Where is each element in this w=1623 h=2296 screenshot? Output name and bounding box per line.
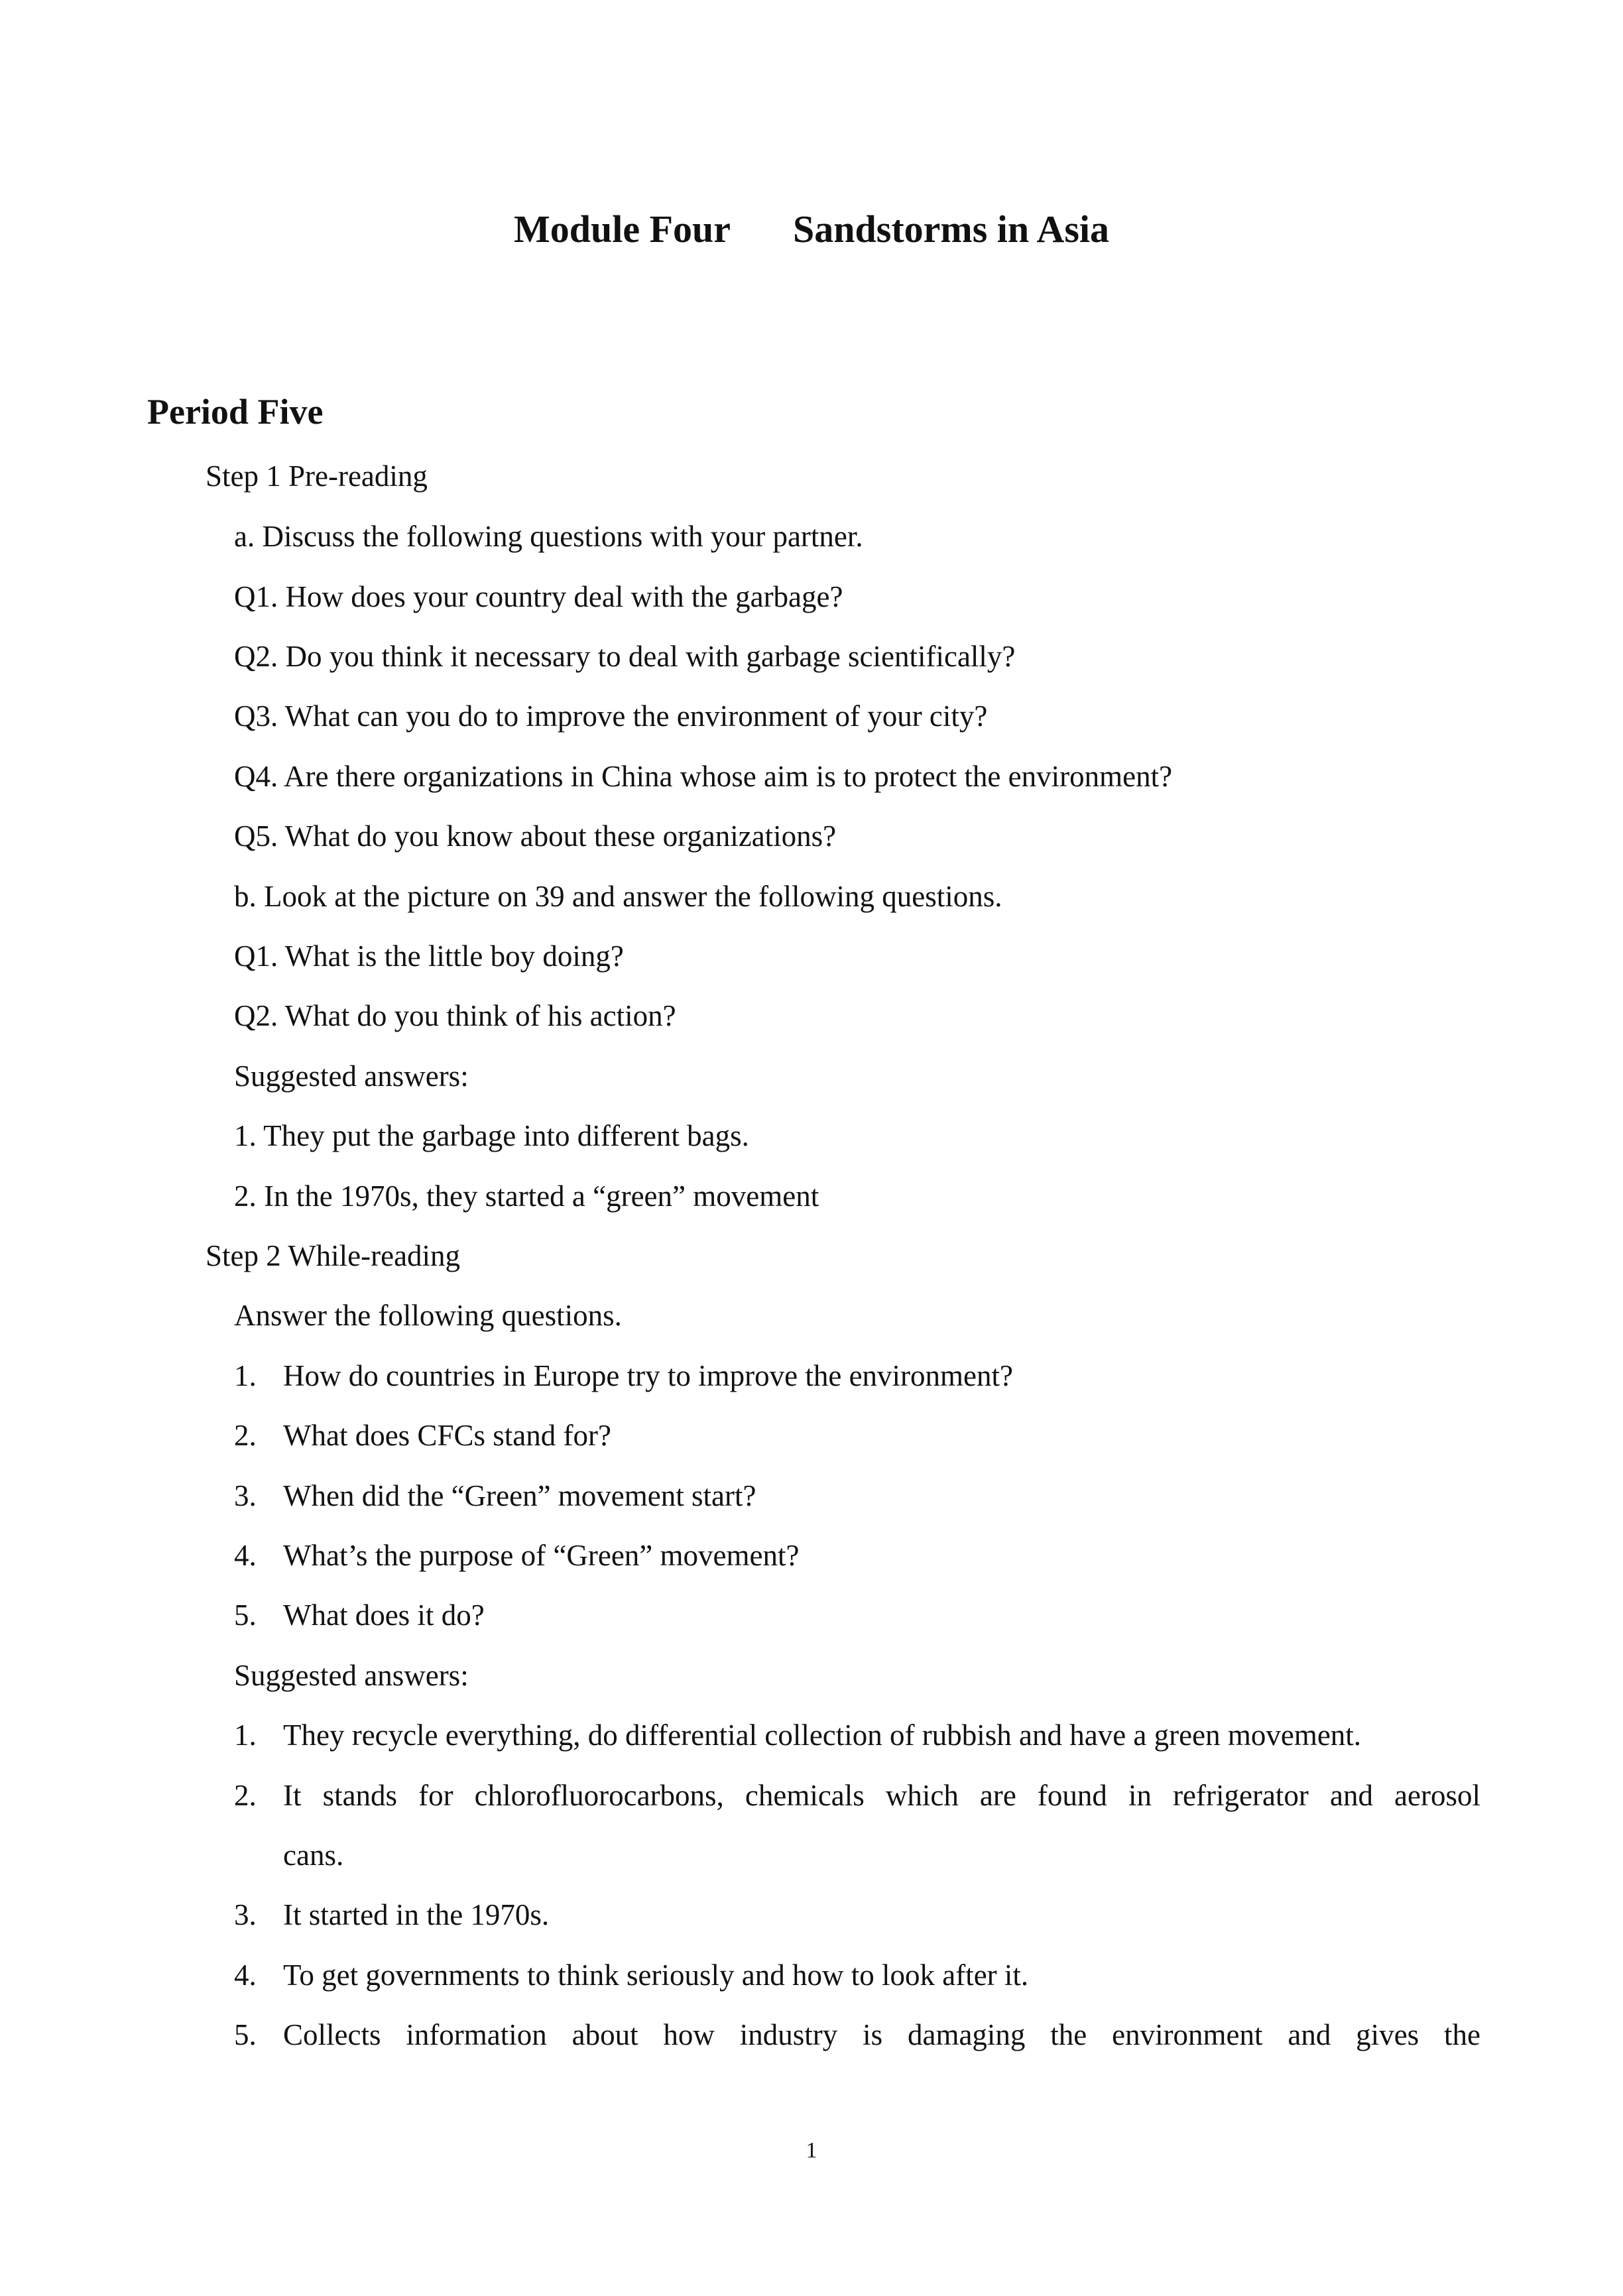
step2-answer-3-number: 3.	[234, 1898, 257, 1931]
step2-question-4: What’s the purpose of “Green” movement?	[283, 1539, 800, 1572]
step2-question-2: What does CFCs stand for?	[283, 1419, 611, 1452]
page-title	[0, 203, 1623, 256]
step1-question-a5: Q5. What do you know about these organizations?	[234, 819, 837, 853]
step2-answer-5: Collects information about how industry is damaging the environment and gives the	[283, 2018, 1480, 2051]
step1-question-a3: Q3. What can you do to improve the environment of your city?	[234, 699, 988, 733]
step2-question-2-number: 2.	[234, 1419, 257, 1452]
step2-answer-5-number: 5.	[234, 2018, 257, 2051]
step1-question-a4: Q4. Are there organizations in China whose aim is to protect the environment?	[234, 760, 1173, 793]
step2-answer-2-continued: cans.	[283, 1839, 344, 1872]
step2-instruction: Answer the following questions.	[234, 1299, 622, 1332]
step2-answer-4: To get governments to think seriously and how to look after it.	[283, 1959, 1029, 1992]
step1-answer-2: 2. In the 1970s, they started a “green” movement	[234, 1179, 819, 1213]
step2-question-5-number: 5.	[234, 1599, 257, 1632]
step1-question-b1: Q1. What is the little boy doing?	[234, 939, 624, 973]
step2-question-3-number: 3.	[234, 1479, 257, 1512]
module-label: Module Four	[513, 208, 731, 251]
step1-part-a: a. Discuss the following questions with your partner.	[234, 520, 863, 553]
step2-answer-3: It started in the 1970s.	[283, 1898, 550, 1931]
step2-question-3: When did the “Green” movement start?	[283, 1479, 756, 1512]
step1-part-b: b. Look at the picture on 39 and answer the following questions.	[234, 880, 1002, 913]
step2-suggested-label: Suggested answers:	[234, 1659, 469, 1692]
step1-question-a1: Q1. How does your country deal with the garbage?	[234, 580, 843, 613]
step2-question-4-number: 4.	[234, 1539, 257, 1572]
step2-answer-4-number: 4.	[234, 1959, 257, 1992]
step2-question-1-number: 1.	[234, 1359, 257, 1392]
step1-question-a2: Q2. Do you think it necessary to deal with garbage scientifically?	[234, 640, 1016, 673]
period-heading: Period Five	[147, 392, 324, 432]
step2-answer-2-number: 2.	[234, 1779, 257, 1812]
step2-answer-2: It stands for chlorofluorocarbons, chemicals which are found in refrigerator and aerosol	[283, 1779, 1480, 1812]
step1-answer-1: 1. They put the garbage into different bags.	[234, 1119, 749, 1152]
step2-question-1: How do countries in Europe try to improve the environment?	[283, 1359, 1013, 1392]
step2-answer-1: They recycle everything, do differential collection of rubbish and have a green movement.	[283, 1719, 1362, 1752]
step2-heading: Step 2 While-reading	[206, 1239, 461, 1272]
step2-answer-1-number: 1.	[234, 1719, 257, 1752]
module-topic: Sandstorms in Asia	[793, 208, 1110, 251]
step1-heading: Step 1 Pre-reading	[206, 459, 428, 493]
step1-suggested-label: Suggested answers:	[234, 1059, 469, 1093]
step2-question-5: What does it do?	[283, 1599, 485, 1632]
page-number: 1	[806, 2138, 817, 2163]
step1-question-b2: Q2. What do you think of his action?	[234, 999, 676, 1032]
